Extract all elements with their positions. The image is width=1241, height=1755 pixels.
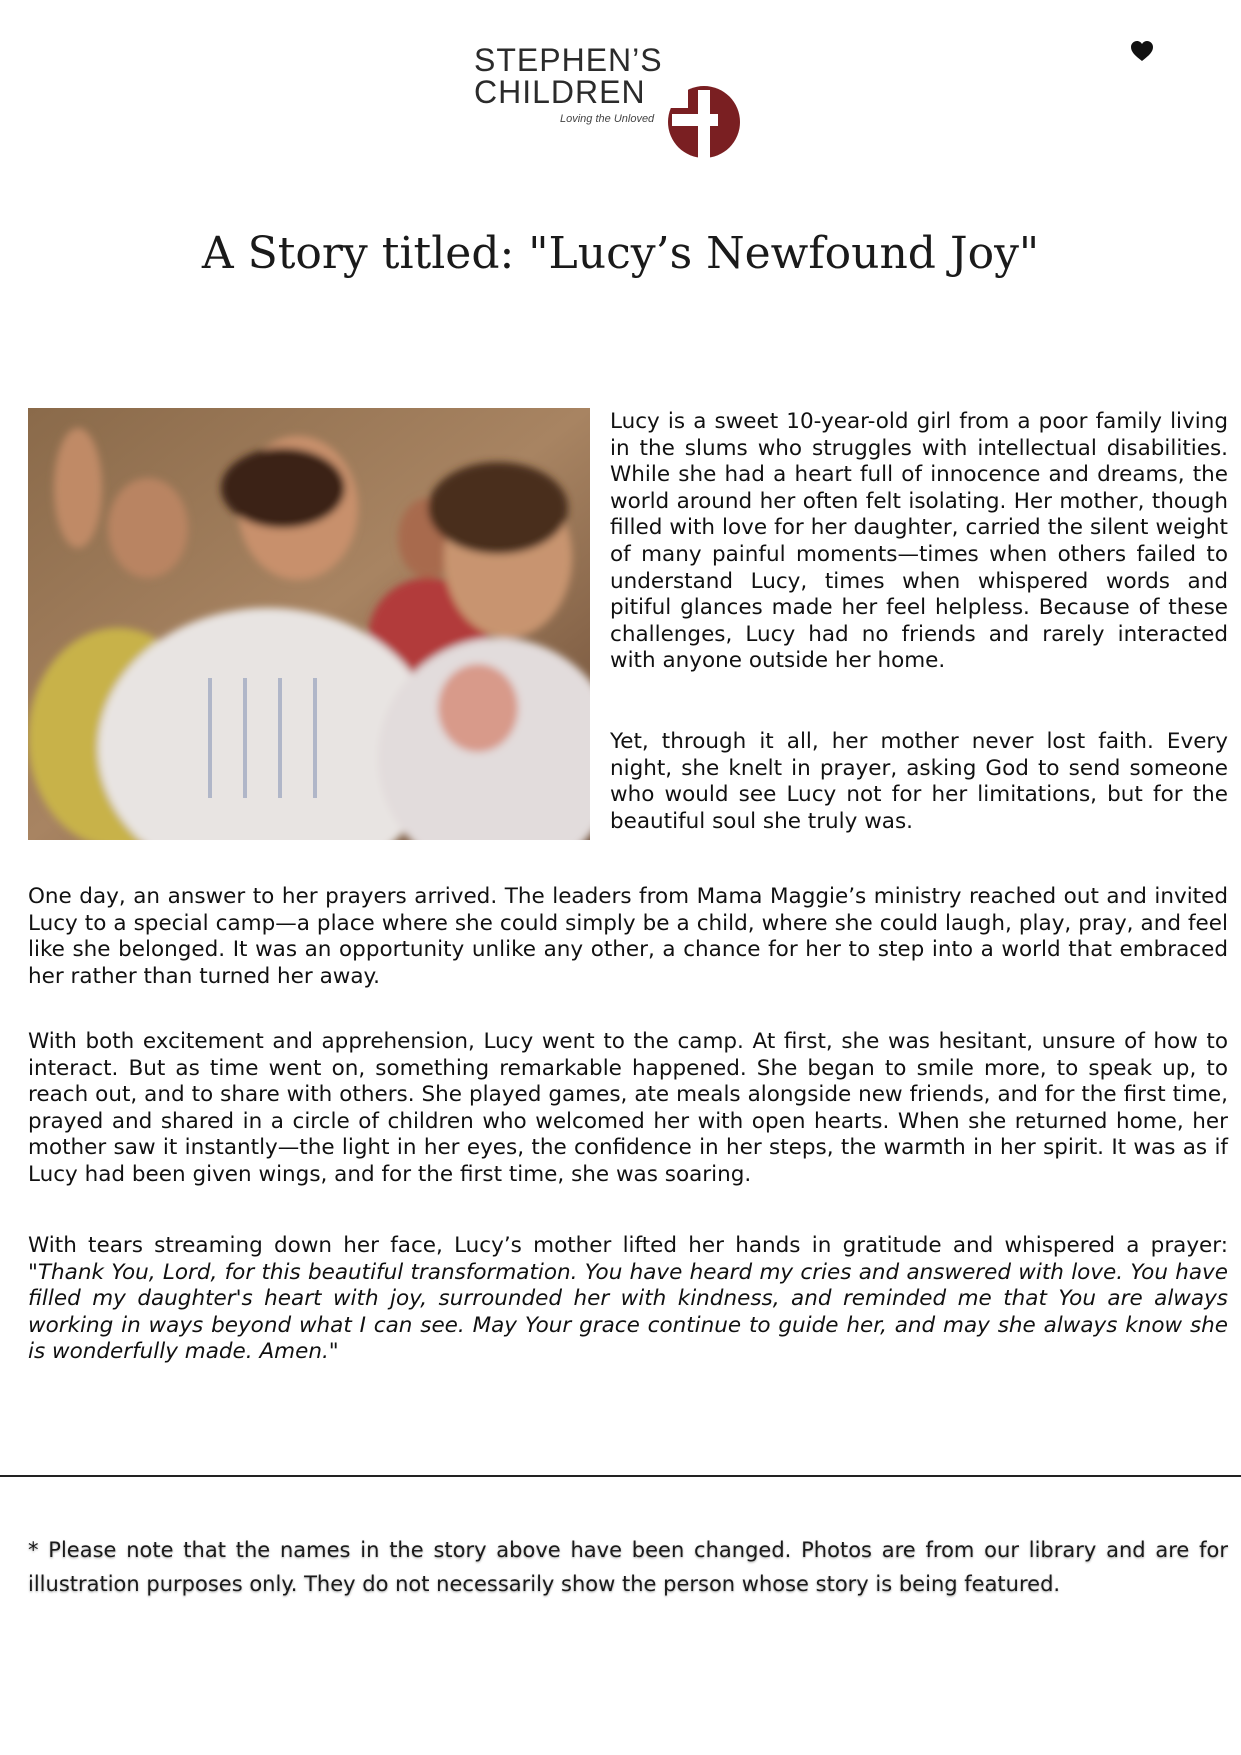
story-paragraph-5 [28,1233,1228,1366]
story-paragraph-2: Yet, through it all, her mother never lost faith. Every night, she knelt in prayer, asking God to send someone who would see Lucy not for her limitations, but for the beautiful soul she truly was. [610,729,1228,834]
heart-icon[interactable] [1130,40,1154,62]
disclaimer-note: * Please note that the names in the story above have been changed. Photos are from our library and are for illustration purposes only. They do not necessarily show the person whose story is being featured. [28,1538,1228,1596]
cross-logo-icon [666,84,742,160]
logo[interactable] [470,40,750,160]
logo-line2: CHILDREN [474,74,646,110]
section-divider [0,1475,1241,1477]
closing-intro: With tears streaming down her face, Lucy’s mother lifted her hands in gratitude and whispered a prayer: [28,1233,1228,1258]
logo-line1: STEPHEN’S [474,42,663,78]
children-photo [28,408,590,840]
story-paragraph-4: With both excitement and apprehension, Lucy went to the camp. At first, she was hesitant, unsure of how to interact. But as time went on, something remarkable happened. She began to smile more, to speak up, to reach out, and to share with others. She played games, ate meals alongside new friends, and for the first time, prayed and shared in a circle of children who welcomed her with open hearts. When she returned home, her mother saw it instantly—the light in her eyes, the confidence in her steps, the warmth in her spirit. It was as if Lucy had been given wings, and for the first time, she was soaring. [28,1029,1228,1187]
story-title: A Story titled: "Lucy’s Newfound Joy" [201,228,1040,279]
closing-prayer-quote: "Thank You, Lord, for this beautiful transformation. You have heard my cries and answered with love. You have filled my daughter's heart with joy, surrounded her with kindness, and reminded me that You are always working in ways beyond what I can see. May Your grace continue to guide her, and may she always know she is wonderfully made. Amen." [28,1259,1228,1365]
story-paragraph-1: Lucy is a sweet 10-year-old girl from a poor family living in the slums who struggles with intellectual disabilities. While she had a heart full of innocence and dreams, the world around her often felt isolating. Her mother, though filled with love for her daughter, carried the silent weight of many painful moments—times when others failed to understand Lucy, times when whispered words and pitiful glances made her feel helpless. Because of these challenges, Lucy had no friends and rarely interacted with anyone outside her home. [610,409,1228,674]
logo-tagline: Loving the Unloved [560,113,655,125]
story-paragraph-3: One day, an answer to her prayers arrived. The leaders from Mama Maggie’s ministry reached out and invited Lucy to a special camp—a place where she could simply be a child, where she could laugh, play, pray, and feel like she belonged. It was an opportunity unlike any other, a chance for her to step into a world that embraced her rather than turned her away. [28,884,1228,989]
